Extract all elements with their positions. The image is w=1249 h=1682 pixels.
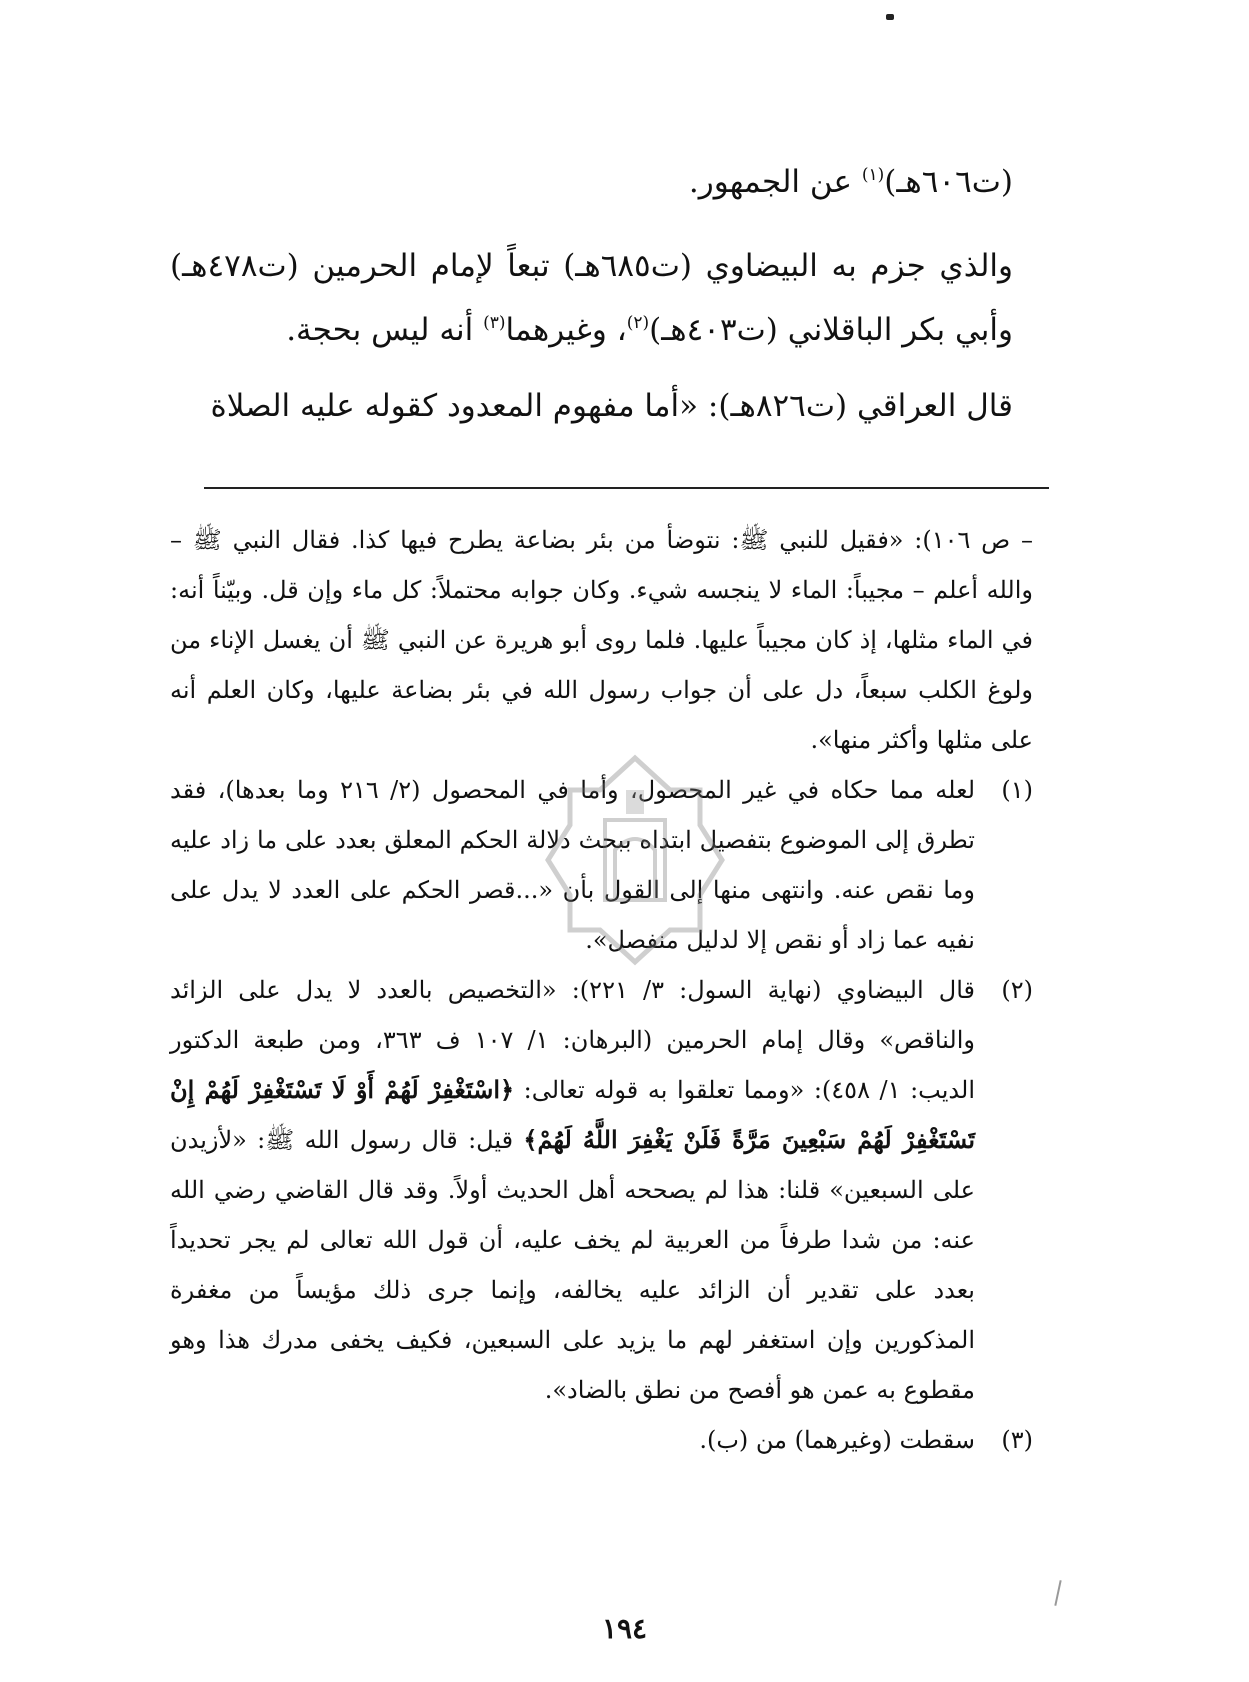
- footnotes-section: [170, 515, 1033, 1465]
- footnote-text: لعله مما حكاه في غير المحصول، وأما في المحصول (٢/ ٢١٦ وما بعدها)، فقد تطرق إلى الموضوع بتفصيل ابتداه ببحث دلالة الحكم المعلق بعدد على ما زاد عليه وما نقص عنه. وانتهى منها إلى القول بأن «...قصر الحكم على العدد لا يدل على نفيه عما زاد أو نقص إلا لدليل منفصل».: [170, 776, 976, 954]
- quran-verse: ﴿اسْتَغْفِرْ لَهُمْ أَوْ لَا تَسْتَغْفِرْ لَهُمْ إِنْ تَسْتَغْفِرْ لَهُمْ سَبْعِينَ مَرَّةً فَلَنْ يَغْفِرَ اللَّهُ لَهُمْ﴾: [170, 1075, 975, 1154]
- footnote-text: [170, 965, 975, 1415]
- footnote-separator: [204, 487, 1049, 489]
- footnote-number: (٣): [1001, 1426, 1033, 1454]
- footnote-2: [170, 965, 1033, 1415]
- main-text: [170, 150, 1013, 438]
- margin-mark: [1054, 1580, 1061, 1606]
- footnote-number: (١): [1001, 776, 1033, 804]
- main-paragraph-2: [170, 234, 1013, 362]
- footnote-2-text-b: قيل: قال رسول الله ﷺ: «لأزيدن على السبعين» قلنا: هذا لم يصححه أهل الحديث أولاً. وقد قال القاضي رضي الله عنه: من شدا طرفاً من العربية لم يخف عليه، أن قول الله تعالى لم يجر تحديداً بعدد على تقدير أن الزائد عليه يخالفه، وإنما جرى ذلك مؤيساً من مغفرة المذكورين وإن استغفر لهم ما يزيد على السبعين، فكيف يخفى مدرك هذا وهو مقطوع به عمن هو أفصح من نطق بالضاد».: [170, 1126, 975, 1404]
- footnote-ref-1[interactable]: (١): [861, 165, 885, 185]
- footnote-3: [170, 1415, 1033, 1465]
- footnote-ref-3[interactable]: (٣): [483, 313, 506, 333]
- main-line-1: [170, 150, 1013, 214]
- page-number: ١٩٤: [601, 1612, 648, 1645]
- main-line-1-rest: عن الجمهور.: [688, 164, 862, 200]
- paragraph-2-part-3: أنه ليس بحجة.: [286, 312, 484, 348]
- paragraph-2-part-1: والذي جزم به البيضاوي (ت٦٨٥هـ) تبعاً لإمام الحرمين (ت٤٧٨هـ) وأبي بكر الباقلاني (ت٤٠٣هـ): [170, 248, 1013, 348]
- footnote-ref-2[interactable]: (٢): [626, 313, 650, 333]
- date-ref: (ت٦٠٦هـ): [884, 164, 1013, 200]
- paragraph-2-part-2: ، وغيرهما: [505, 312, 627, 348]
- library-watermark-icon: [540, 750, 730, 980]
- footnote-text: سقطت (وغيرهما) من (ب).: [699, 1426, 975, 1454]
- footnote-continuation: – ص ١٠٦): «فقيل للنبي ﷺ: نتوضأ من بئر بضاعة يطرح فيها كذا. فقال النبي ﷺ – والله أعلم – مجيباً: الماء لا ينجسه شيء. وكان جوابه محتملاً: كل ماء وإن قل. وبيّناً أنه: في الماء مثلها، إذ كان مجيباً عليها. فلما روى أبو هريرة عن النبي ﷺ أن يغسل الإناء من ولوغ الكلب سبعاً، دل على أن جواب رسول الله في بئر بضاعة عليها، وكان العلم أنه على مثلها وأكثر منها».: [170, 526, 1033, 754]
- scan-speck: [886, 14, 894, 20]
- main-paragraph-3: قال العراقي (ت٨٢٦هـ): «أما مفهوم المعدود كقوله عليه الصلاة: [210, 388, 1013, 424]
- footnote-2-text-a: قال البيضاوي (نهاية السول: ٣/ ٢٢١): «التخصيص بالعدد لا يدل على الزائد والناقص» وقال إمام الحرمين (البرهان: ١/ ١٠٧ ف ٣٦٣، ومن طبعة الدكتور الديب: ١/ ٤٥٨): «ومما تعلقوا به قوله تعالى:: [170, 976, 976, 1104]
- footnote-number: (٢): [1001, 976, 1033, 1004]
